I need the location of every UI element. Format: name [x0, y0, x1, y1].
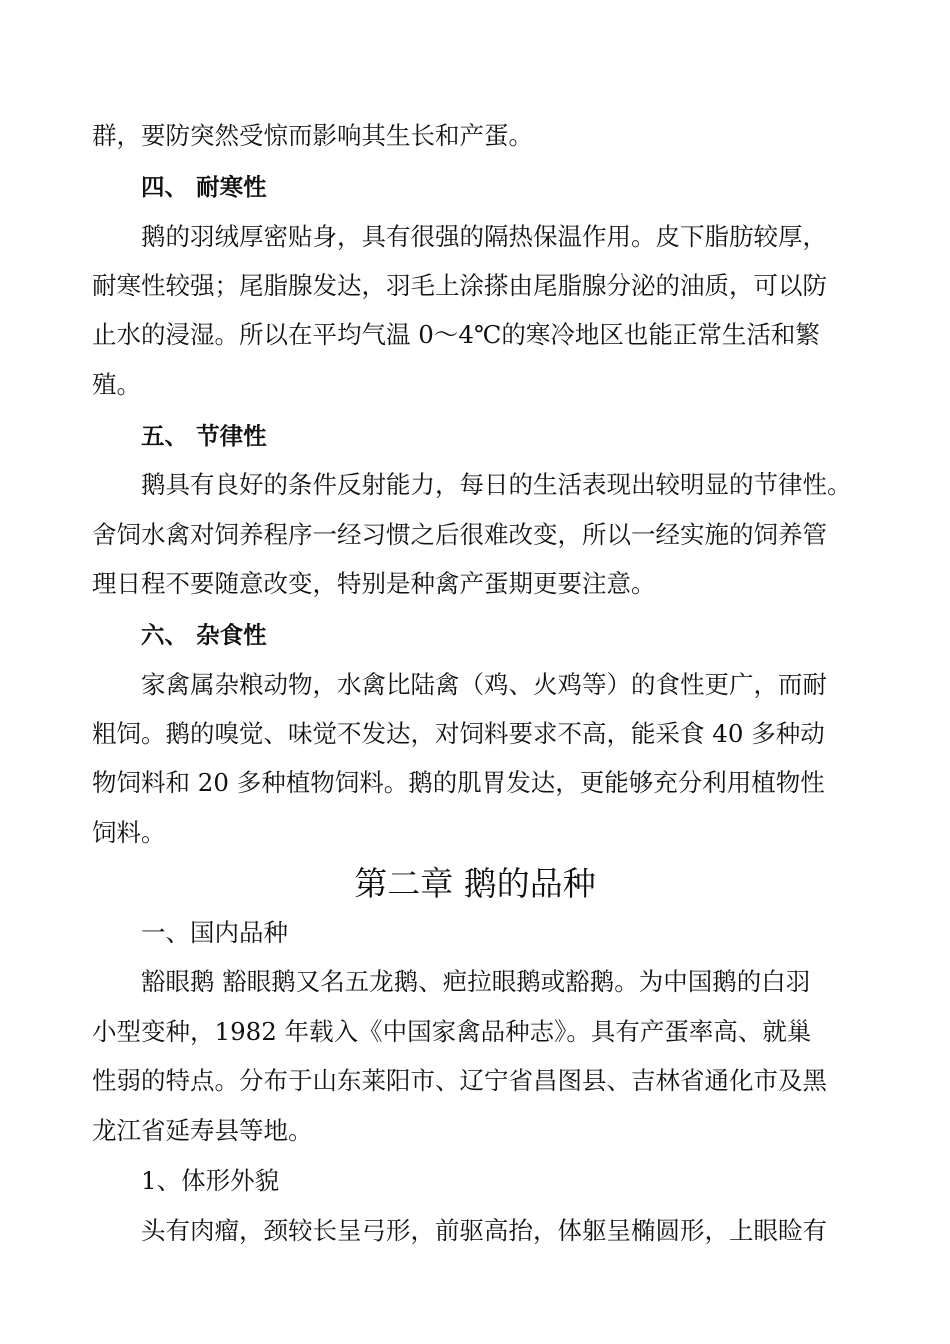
paragraph-line: 物饲料和 20 多种植物饲料。鹅的肌胃发达，更能够充分利用植物性: [92, 768, 825, 797]
paragraph-line: 殖。: [92, 370, 141, 399]
paragraph-line: 龙江省延寿县等地。: [92, 1116, 313, 1145]
subsection-heading: 1、体形外貌: [141, 1166, 280, 1195]
subsection-heading: 一、国内品种: [141, 918, 288, 947]
section-heading-cold-tolerance: 四、 耐寒性: [141, 173, 267, 201]
paragraph-line: 鹅具有良好的条件反射能力，每日的生活表现出较明显的节律性。: [141, 470, 852, 499]
section-heading-rhythm: 五、 节律性: [141, 422, 267, 450]
paragraph-line: 头有肉瘤，颈较长呈弓形，前驱高抬，体躯呈椭圆形，上眼睑有: [141, 1216, 827, 1245]
paragraph-line: 舍饲水禽对饲养程序一经习惯之后很难改变，所以一经实施的饲养管: [92, 520, 827, 549]
paragraph-line: 止水的浸湿。所以在平均气温 0～4℃的寒冷地区也能正常生活和繁: [92, 320, 820, 349]
section-heading-omnivorous: 六、 杂食性: [141, 621, 267, 649]
paragraph-line: 粗饲。鹅的嗅觉、味觉不发达，对饲料要求不高，能采食 40 多种动: [92, 719, 825, 748]
paragraph-line: 耐寒性较强；尾脂腺发达，羽毛上涂搽由尾脂腺分泌的油质，可以防: [92, 271, 827, 300]
paragraph-line: 家禽属杂粮动物，水禽比陆禽（鸡、火鸡等）的食性更广，而耐: [141, 670, 827, 699]
paragraph-line: 性弱的特点。分布于山东莱阳市、辽宁省昌图县、吉林省通化市及黑: [92, 1066, 827, 1095]
paragraph-line: 群，要防突然受惊而影响其生长和产蛋。: [92, 121, 533, 150]
chapter-title: 第二章 鹅的品种: [354, 864, 596, 903]
paragraph-line: 小型变种，1982 年载入《中国家禽品种志》。具有产蛋率高、就巢: [92, 1017, 812, 1046]
paragraph-line: 豁眼鹅 豁眼鹅又名五龙鹅、疤拉眼鹅或豁鹅。为中国鹅的白羽: [141, 967, 811, 996]
paragraph-line: 鹅的羽绒厚密贴身，具有很强的隔热保温作用。皮下脂肪较厚，: [141, 222, 827, 251]
paragraph-line: 饲料。: [92, 818, 166, 847]
paragraph-line: 理日程不要随意改变，特别是种禽产蛋期更要注意。: [92, 569, 656, 598]
